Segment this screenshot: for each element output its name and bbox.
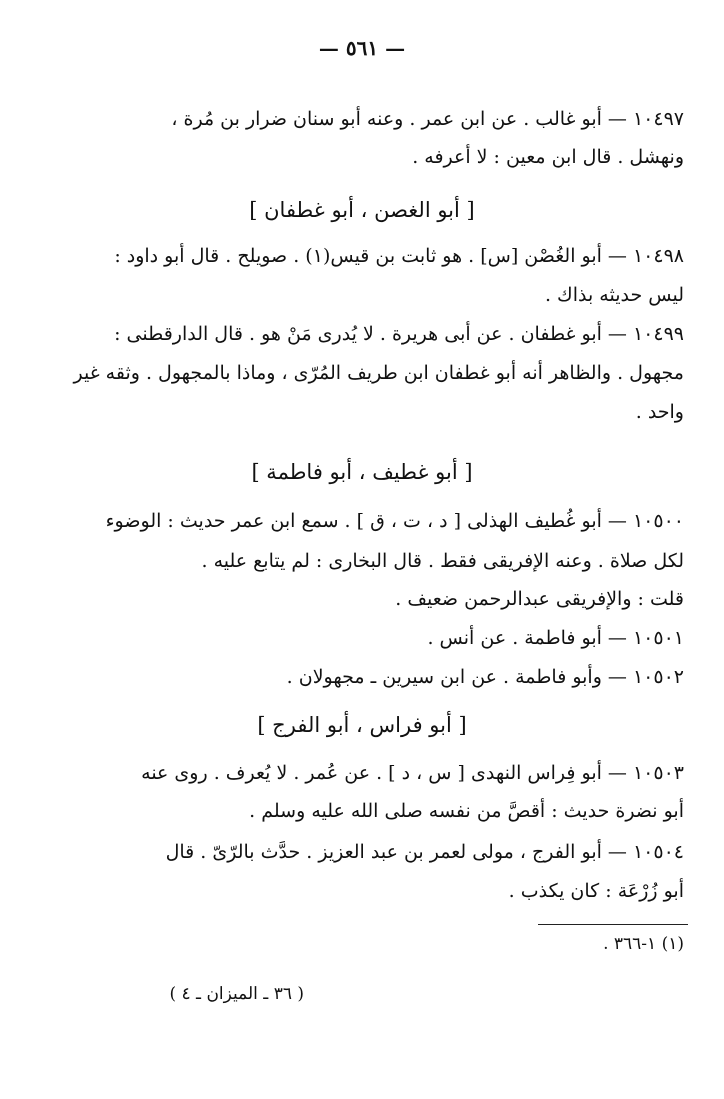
- section-heading-3: [ أبو فراس ، أبو الفرج ]: [257, 713, 467, 737]
- entry-10498-line-1: ١٠٤٩٨ — أبو الغُصْن [س] . هو ثابت بن قيس(١) . صويلح . قال أبو داود :: [114, 245, 684, 267]
- entry-10497-line-2: ونهشل . قال ابن معين : لا أعرفه .: [412, 146, 684, 168]
- entry-10498-line-2: ليس حديثه بذاك .: [544, 284, 684, 306]
- note-line: قلت : والإفريقى عبدالرحمن ضعيف .: [395, 588, 684, 610]
- section-heading-2: [ أبو غطيف ، أبو فاطمة ]: [251, 460, 473, 484]
- signature-mark: ( ٣٦ ـ الميزان ـ ٤ ): [169, 984, 304, 1004]
- entry-10504-line-1: ١٠٥٠٤ — أبو الفرج ، مولى لعمر بن عبد العزيز . حدَّث بالرّىّ . قال: [165, 841, 684, 863]
- entry-10499-line-3: واحد .: [635, 401, 684, 423]
- entry-10499-line-2: مجهول . والظاهر أنه أبو غطفان ابن طريف المُرّى ، وماذا بالمجهول . وثقه غير: [73, 362, 684, 384]
- footnote: (١) ١-٣٦٦ .: [603, 934, 684, 954]
- entry-10503-line-1: ١٠٥٠٣ — أبو فِراس النهدى [ س ، د ] . عن عُمر . لا يُعرف . روى عنه: [141, 762, 684, 784]
- section-heading-1: [ أبو الغصن ، أبو غطفان ]: [249, 198, 475, 222]
- entry-10497-line-1: ١٠٤٩٧ — أبو غالب . عن ابن عمر . وعنه أبو سنان ضرار بن مُرة ،: [171, 108, 684, 130]
- entry-10500-line-2: لكل صلاة . وعنه الإفريقى فقط . قال البخارى : لم يتابع عليه .: [201, 550, 684, 572]
- page-number: — ٥٦١ —: [318, 36, 406, 60]
- entry-10503-line-2: أبو نضرة حديث : أقصَّ من نفسه صلى الله عليه وسلم .: [249, 800, 684, 822]
- entry-10501: ١٠٥٠١ — أبو فاطمة . عن أنس .: [427, 627, 684, 649]
- entry-10504-line-2: أبو زُرْعَة : كان يكذب .: [508, 880, 684, 902]
- entry-10499-line-1: ١٠٤٩٩ — أبو غطفان . عن أبى هريرة . لا يُدرى مَنْ هو . قال الدارقطنى :: [114, 323, 684, 345]
- entry-10500-line-1: ١٠٥٠٠ — أبو غُطيف الهذلى [ د ، ت ، ق ] . سمع ابن عمر حديث : الوضوء: [105, 510, 684, 532]
- entry-10502: ١٠٥٠٢ — وأبو فاطمة . عن ابن سيرين ـ مجهولان .: [286, 666, 684, 688]
- footnote-divider: [538, 924, 688, 925]
